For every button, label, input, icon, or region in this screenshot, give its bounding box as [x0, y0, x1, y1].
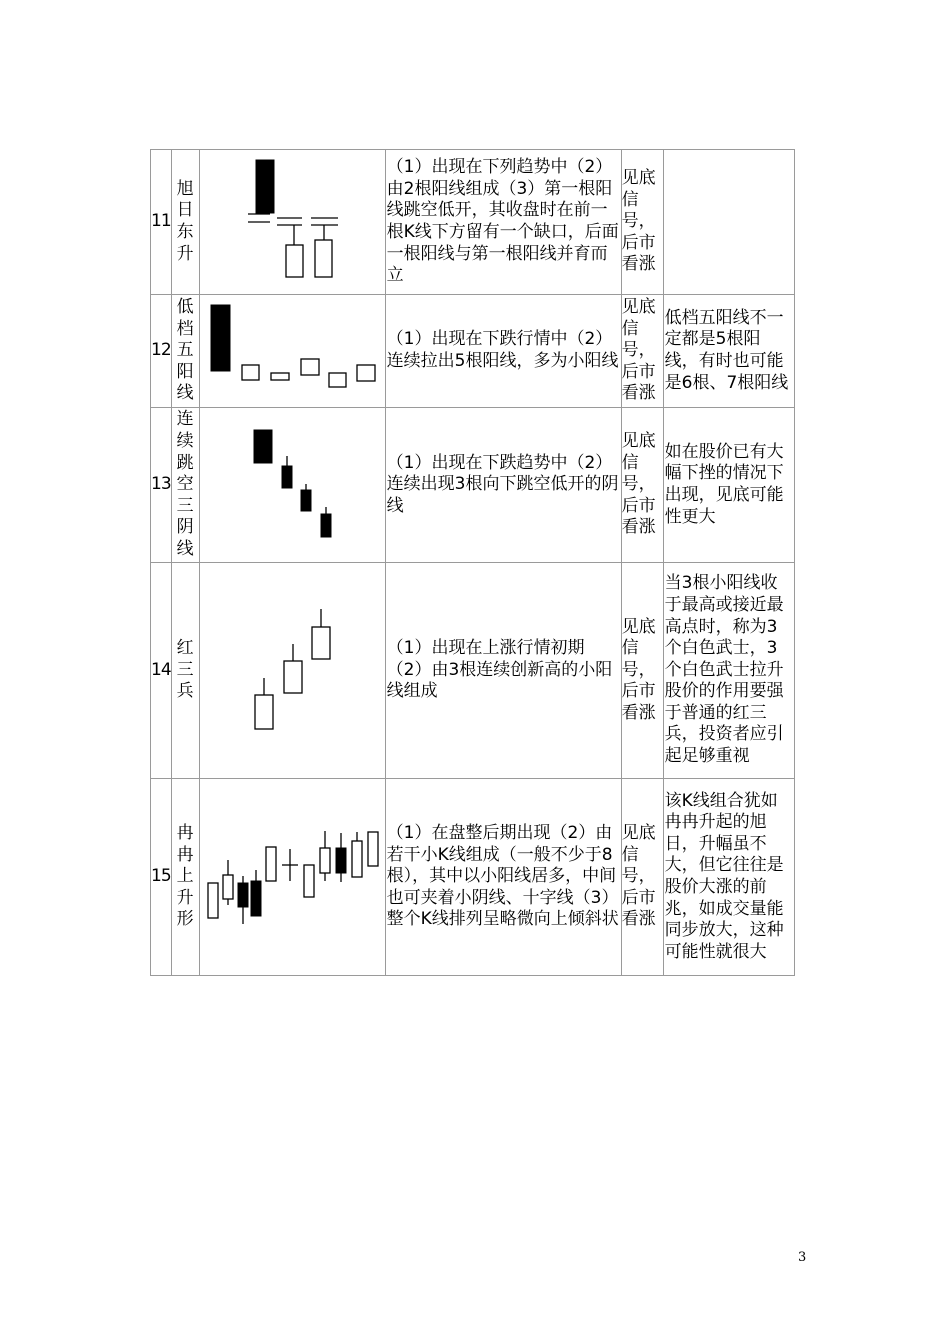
row-number: 15 — [151, 779, 172, 976]
pattern-note — [663, 150, 794, 295]
pattern-name-text: 连续跳空三阴线 — [176, 409, 194, 559]
pattern-name — [171, 563, 199, 779]
row-number: 13 — [151, 408, 172, 563]
pattern-name — [171, 779, 199, 976]
pattern-signal: 见底信号，后市看涨 — [621, 563, 663, 779]
candlestick-figure-12 — [200, 297, 385, 406]
pattern-signal: 见底信号，后市看涨 — [621, 779, 663, 976]
candlestick-figure-15 — [200, 781, 385, 974]
pattern-name — [171, 295, 199, 408]
table-row — [151, 150, 795, 295]
pattern-note: 当3根小阳线收于最高或接近最高点时，称为3个白色武士，3个白色武士拉升股价的作用要强于普通的红三兵，投资者应引起足够重视 — [663, 563, 794, 779]
table-row — [151, 563, 795, 779]
row-number: 14 — [151, 563, 172, 779]
pattern-signal: 见底信号，后市看涨 — [621, 150, 663, 295]
pattern-figure — [199, 563, 385, 779]
pattern-description: （1）出现在下跌行情中（2）连续拉出5根阳线，多为小阳线 — [385, 295, 621, 408]
pattern-figure — [199, 150, 385, 295]
pattern-figure — [199, 295, 385, 408]
pattern-name — [171, 150, 199, 295]
row-number: 12 — [151, 295, 172, 408]
pattern-name — [171, 408, 199, 563]
pattern-signal: 见底信号，后市看涨 — [621, 408, 663, 563]
candlestick-figure-11 — [200, 152, 385, 293]
pattern-description: （1）出现在下列趋势中（2）由2根阳线组成（3）第一根阳线跳空低开，其收盘时在前一根K线下方留有一个缺口，后面一根阳线与第一根阳线并育而立 — [385, 150, 621, 295]
pattern-note: 如在股价已有大幅下挫的情况下出现，见底可能性更大 — [663, 408, 794, 563]
table-row — [151, 779, 795, 976]
pattern-name-text: 旭日东升 — [176, 178, 194, 264]
pattern-signal: 见底信号，后市看涨 — [621, 295, 663, 408]
pattern-name-text: 冉冉上升形 — [176, 823, 194, 930]
pattern-figure — [199, 408, 385, 563]
pattern-name-text: 红三兵 — [176, 638, 194, 702]
pattern-figure — [199, 779, 385, 976]
table-row — [151, 408, 795, 563]
pattern-note: 低档五阳线不一定都是5根阳线，有时也可能是6根、7根阳线 — [663, 295, 794, 408]
pattern-name-text: 低档五阳线 — [176, 297, 194, 404]
pattern-description: （1）出现在上涨行情初期（2）由3根连续创新高的小阳线组成 — [385, 563, 621, 779]
candlestick-figure-13 — [200, 410, 385, 561]
pattern-note: 该K线组合犹如冉冉升起的旭日，升幅虽不大，但它往往是股价大涨的前兆，如成交量能同步放大，这种可能性就很大 — [663, 779, 794, 976]
candlestick-figure-14 — [200, 565, 385, 777]
table-row — [151, 295, 795, 408]
pattern-description: （1）在盘整后期出现（2）由若干小K线组成（一般不少于8根），其中以小阳线居多，中间也可夹着小阴线、十字线（3）整个K线排列呈略微向上倾斜状 — [385, 779, 621, 976]
page-number: 3 — [798, 1250, 807, 1265]
kline-pattern-table — [150, 149, 795, 976]
pattern-description: （1）出现在下跌趋势中（2）连续出现3根向下跳空低开的阴线 — [385, 408, 621, 563]
row-number: 11 — [151, 150, 172, 295]
